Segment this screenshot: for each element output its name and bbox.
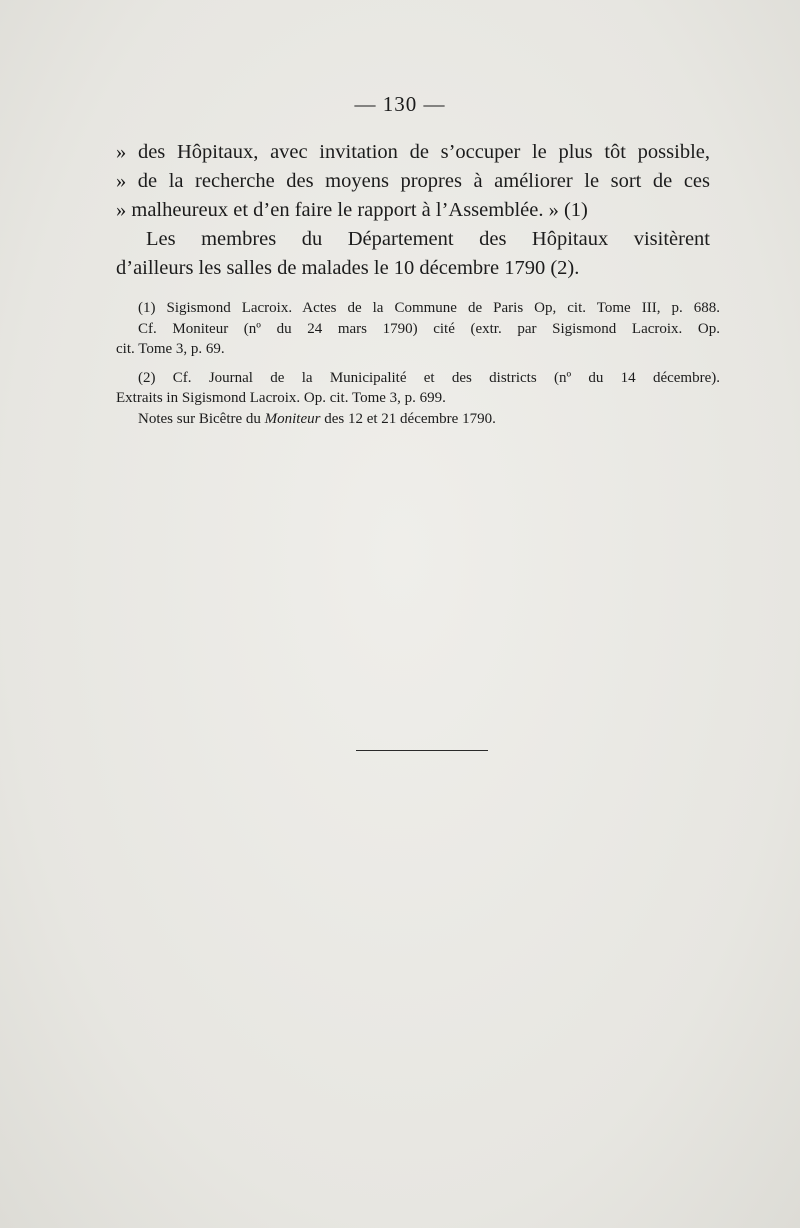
body-line: » malheureux et d’en faire le rapport à l’Assemblée. » (1) xyxy=(116,199,588,221)
footnote-2-line: (2) Cf. Journal de la Municipalité et des districts (nº du 14 décembre). xyxy=(138,369,720,386)
body-line: Les membres du Département des Hôpitaux visitèrent xyxy=(146,228,710,250)
section-divider xyxy=(356,750,488,751)
footnote-2-line xyxy=(116,409,720,430)
footnote-2-text: des 12 et 21 décembre 1790. xyxy=(320,410,496,427)
footnote-1-line: Cf. Moniteur (nº du 24 mars 1790) cité (extr. par Sigismond Lacroix. Op. xyxy=(138,320,720,337)
footnote-1-line: (1) Sigismond Lacroix. Actes de la Commune de Paris Op, cit. Tome III, p. 688. xyxy=(138,300,720,316)
body-line: » des Hôpitaux, avec invitation de s’occuper le plus tôt possible, xyxy=(116,141,710,163)
page-number: — 130 — xyxy=(354,92,446,116)
footnote-2-line: Extraits in Sigismond Lacroix. Op. cit. Tome 3, p. 699. xyxy=(116,390,446,406)
body-text xyxy=(116,138,710,283)
footnote-2-text: Notes sur Bicêtre du xyxy=(138,410,265,427)
footnote-1-line: cit. Tome 3, p. 69. xyxy=(116,341,225,357)
footnotes xyxy=(116,298,720,429)
footnote-2-italic: Moniteur xyxy=(264,410,321,427)
body-line: d’ailleurs les salles de malades le 10 décembre 1790 (2). xyxy=(116,257,580,279)
body-line: » de la recherche des moyens propres à améliorer le sort de ces xyxy=(116,170,710,192)
